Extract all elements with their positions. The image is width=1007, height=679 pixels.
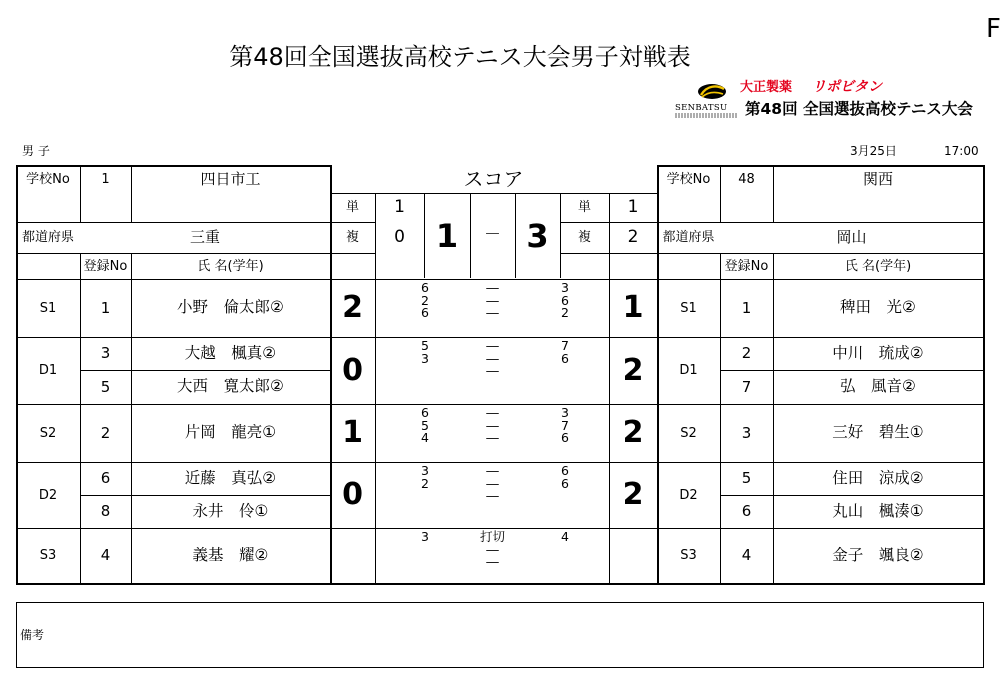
right-player-no: 3 [741,423,752,442]
left-player-name: 大西 寛太郎② [177,377,284,396]
gender-label: 男 子 [22,144,50,158]
left-prefecture-label: 都道府県 [21,230,74,245]
game-score-left: 3 [421,350,429,366]
game-score-separator: ― [486,350,499,366]
score-heading: スコア [463,167,524,191]
right-school-no: 48 [738,171,755,187]
game-score-left: 3 [421,529,429,544]
game-score-left: 6 [421,305,429,320]
left-player-name: 小野 倫太郎② [177,298,284,317]
game-score-right: 2 [561,305,569,320]
left-name-header: 氏 名(学年) [197,258,264,274]
left-player-name: 義基 耀② [192,545,269,564]
game-score-separator: ― [486,430,499,445]
game-score-right: 6 [561,475,569,491]
left-total-score: 1 [435,216,459,255]
right-doubles-label: 複 [577,230,591,245]
game-score-right: 7 [561,338,569,353]
right-singles-label: 単 [577,200,591,215]
right-match-type: S3 [680,548,697,563]
match-date: 3月25日 [850,144,897,158]
logo-event-name: 第48回 全国選抜高校テニス大会 [745,100,973,118]
logo-fine-print [675,113,737,118]
game-score-right [550,556,580,569]
left-player-no: 6 [100,469,111,487]
left-sets-won: 0 [342,477,363,512]
game-score-separator: 打切 [479,529,505,544]
left-reg-no-label: 登録No [83,258,128,274]
game-score-separator: ― [486,541,499,557]
game-score-right: 6 [561,430,569,445]
left-sets-won: 2 [342,290,363,325]
match-time: 17:00 [944,144,979,158]
game-score-separator: ― [486,363,499,378]
game-score-separator: ― [486,405,499,420]
right-prefecture-label: 都道府県 [662,230,715,245]
right-total-score: 3 [526,216,549,255]
left-player-name: 大越 楓真② [184,343,277,362]
game-score-right [550,544,580,557]
left-match-type: D2 [38,487,58,503]
right-sets-won [609,528,657,583]
right-reg-no-label: 登録No [724,258,769,274]
right-school-name: 関西 [862,169,893,188]
left-match-type: S1 [39,300,57,316]
game-score-right: 7 [561,417,569,433]
grid-score-d-left [330,253,375,254]
right-player-name: 丸山 楓湊① [832,501,924,520]
corner-mark: F [986,14,1001,44]
right-sets-won: 2 [622,477,644,512]
right-player-no: 1 [741,298,752,317]
game-score-separator: ― [486,554,499,569]
remarks-label: 備考 [20,628,45,642]
left-match-type: S3 [39,548,57,563]
right-sets-won: 2 [622,352,644,388]
right-sets-won: 2 [622,415,644,450]
left-school-no: 1 [101,171,110,187]
right-player-no: 2 [741,344,752,362]
right-player-no: 5 [741,469,752,487]
right-player-name: 中川 琉成② [832,343,924,362]
game-score-right: 6 [561,463,569,478]
game-score-left [410,556,440,569]
left-player-no: 1 [100,298,111,317]
total-dash: － [484,225,501,245]
left-doubles-label: 複 [345,230,359,245]
game-score-left: 6 [421,280,429,295]
game-score-left [410,490,440,503]
left-player-no: 2 [100,423,111,442]
game-score-left: 5 [421,417,429,433]
left-player-no: 4 [100,546,111,564]
game-score-separator: ― [486,463,499,478]
right-player-name: 住田 涼成② [832,468,924,487]
game-score-left: 6 [421,405,429,420]
game-score-separator: ― [486,475,499,491]
game-score-left: 5 [421,338,429,353]
game-score-right: 3 [561,405,569,420]
game-score-right: 6 [561,292,569,308]
right-match-type: D2 [679,487,698,503]
remarks-box [16,602,984,668]
right-match-type: S1 [680,300,697,316]
right-player-name: 三好 碧生① [832,423,924,442]
right-sets-won: 1 [622,290,644,325]
left-prefecture: 三重 [189,228,220,246]
game-score-left [410,365,440,378]
right-school-no-label: 学校No [666,171,711,187]
right-match-type: D1 [679,363,698,378]
right-player-no: 6 [741,502,752,520]
game-score-right: 6 [561,350,569,366]
logo-latin-text: SENBATSU [675,103,728,113]
game-score-separator: ― [486,417,499,433]
left-singles-label: 単 [345,200,359,215]
left-match-type: D1 [38,363,58,378]
right-singles-wins: 1 [627,197,639,217]
game-score-right [550,490,580,503]
right-prefecture: 岡山 [836,228,867,246]
left-sets-won: 1 [342,415,363,450]
right-player-no: 7 [741,377,752,396]
left-doubles-wins: 0 [394,227,405,247]
tennis-ball-logo-icon [697,83,727,100]
left-player-name: 永井 伶① [192,501,269,520]
right-match-type: S2 [680,425,697,441]
game-score-right [550,365,580,378]
logo-brand: リポビタン [812,79,882,95]
page-title: 第48回全国選抜高校テニス大会男子対戦表 [229,43,691,71]
game-score-separator: ― [486,292,499,308]
right-player-name: 稗田 光② [840,298,916,317]
game-score-separator: ― [486,338,499,353]
left-sets-won [330,528,375,583]
left-player-no: 5 [100,377,111,396]
game-score-left: 4 [421,430,429,445]
frame-right-edge [983,165,985,585]
game-score-right: 3 [561,280,569,295]
right-player-name: 弘 風音② [840,377,916,396]
right-doubles-wins: 2 [627,227,639,247]
game-score-left: 3 [421,463,429,478]
left-school-name: 四日市工 [200,169,261,188]
right-name-header: 氏 名(学年) [844,258,912,274]
left-player-name: 近藤 真弘② [184,468,277,487]
left-sets-won: 0 [342,352,363,388]
game-score-separator: ― [486,305,499,320]
left-player-name: 片岡 龍亮① [184,423,277,442]
left-match-type: S2 [39,425,57,441]
right-player-no: 4 [741,546,752,564]
game-score-separator: ― [486,280,499,295]
game-score-left: 2 [421,475,429,491]
game-score-right: 4 [561,529,569,544]
left-player-no: 8 [100,502,111,520]
left-singles-wins: 1 [394,197,405,217]
frame-bottom [16,583,985,585]
left-school-no-label: 学校No [26,171,70,187]
game-score-separator: ― [486,488,499,503]
game-score-left [410,544,440,557]
logo-maker: 大正製薬 [740,80,793,95]
right-player-name: 金子 颯良② [832,545,924,564]
left-player-no: 3 [100,344,111,362]
game-score-left: 2 [421,292,429,308]
